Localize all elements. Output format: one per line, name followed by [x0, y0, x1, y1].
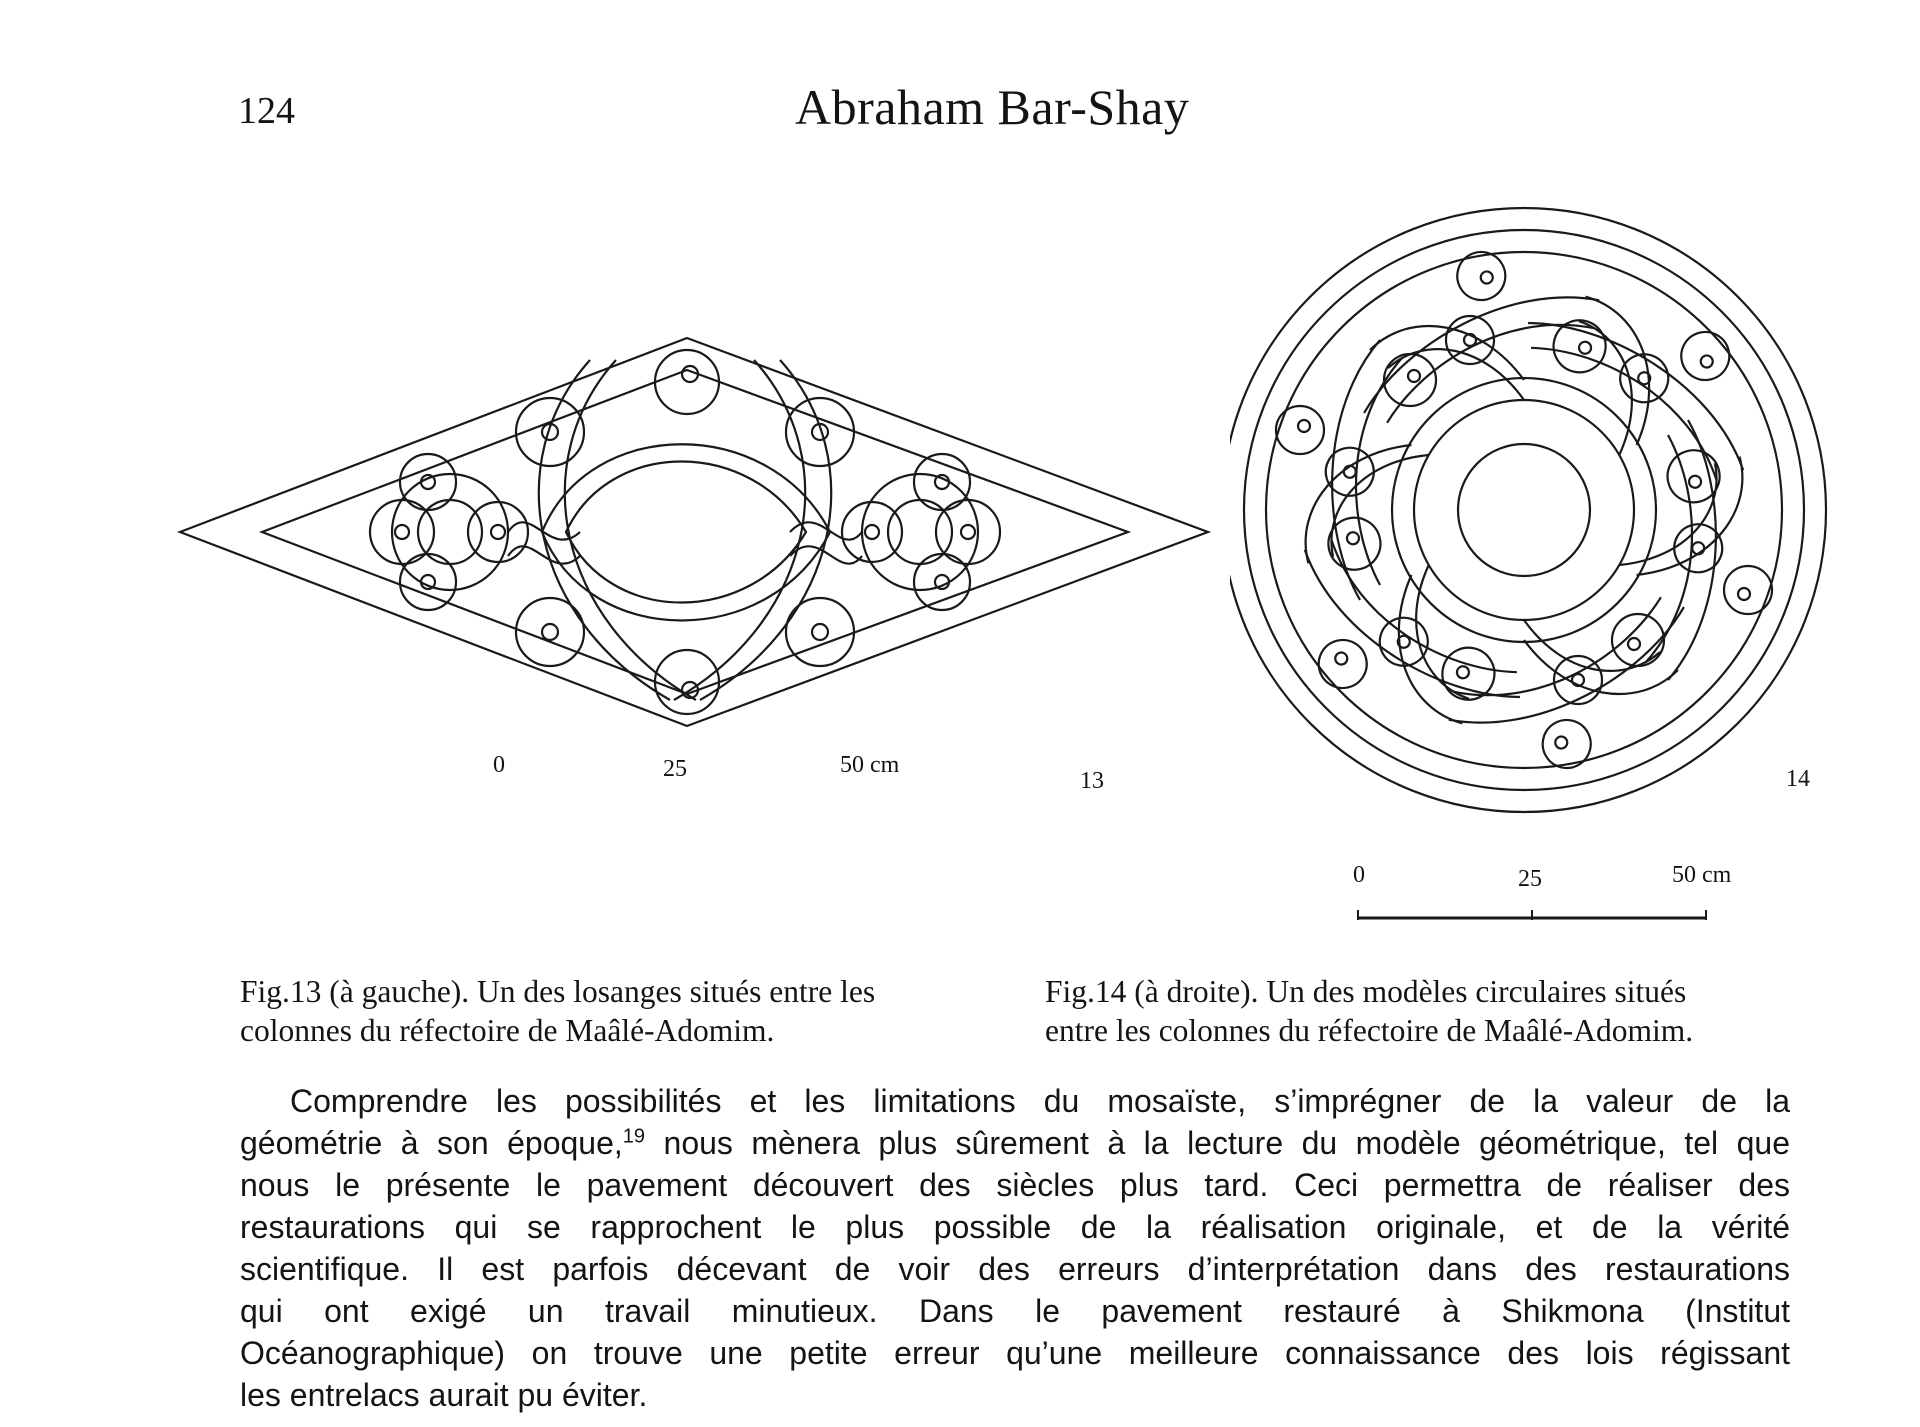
- figure-14-drawing: [1230, 200, 1880, 940]
- body-line-2: [240, 1122, 1790, 1164]
- figure-13: [170, 320, 1230, 740]
- figure-13-caption: [240, 972, 1020, 1050]
- body-paragraph: [240, 1080, 1790, 1416]
- body-line-3: nous le présente le pavement découvert des siècles plus tard. Ceci permettra de réaliser des: [240, 1167, 1790, 1203]
- body-line-2-end: nous mènera plus sûrement à la lecture du modèle géométrique, tel que: [645, 1125, 1790, 1161]
- body-line-5: scientifique. Il est parfois décevant de voir des erreurs d’interprétation dans des restaurations: [240, 1251, 1790, 1287]
- caption-line: Fig.14 (à droite). Un des modèles circulaires situés: [1045, 974, 1687, 1009]
- figure-13-scale-zero: 0: [493, 752, 505, 778]
- body-line-4: restaurations qui se rapprochent le plus possible de la réalisation originale, et de la vérité: [240, 1209, 1790, 1245]
- figure-14: [1230, 200, 1880, 940]
- caption-line: entre les colonnes du réfectoire de Maâlé-Adomim.: [1045, 1013, 1694, 1048]
- page-number: 124: [238, 90, 295, 132]
- figure-14-number: 14: [1786, 766, 1810, 792]
- figure-14-scale-mid: 25: [1518, 866, 1542, 892]
- figure-14-scale-bar: [1358, 910, 1706, 920]
- figure-14-caption: [1045, 972, 1790, 1050]
- running-head-author: Abraham Bar-Shay: [795, 79, 1190, 135]
- body-line-1: Comprendre les possibilités et les limitations du mosaïste, s’imprégner de la valeur de la: [290, 1083, 1790, 1119]
- footnote-reference[interactable]: 19: [622, 1125, 646, 1148]
- figure-14-scale-zero: 0: [1353, 862, 1365, 888]
- caption-line: colonnes du réfectoire de Maâlé-Adomim.: [240, 1013, 775, 1048]
- figure-14-scale-end: 50 cm: [1672, 862, 1732, 888]
- figure-13-scale-mid: 25: [663, 756, 687, 782]
- figure-13-number: 13: [1080, 768, 1104, 794]
- body-line-8: les entrelacs aurait pu éviter.: [240, 1377, 648, 1413]
- figure-13-drawing: [170, 320, 1230, 740]
- body-line-2-start: géométrie à son époque,: [240, 1125, 623, 1161]
- figure-13-scale-end: 50 cm: [840, 752, 900, 778]
- body-line-7: Océanographique) on trouve une petite erreur qu’une meilleure connaissance des lois régissant: [240, 1335, 1790, 1371]
- caption-line: Fig.13 (à gauche). Un des losanges situés entre les: [240, 974, 876, 1009]
- body-line-6: qui ont exigé un travail minutieux. Dans le pavement restauré à Shikmona (Institut: [240, 1293, 1790, 1329]
